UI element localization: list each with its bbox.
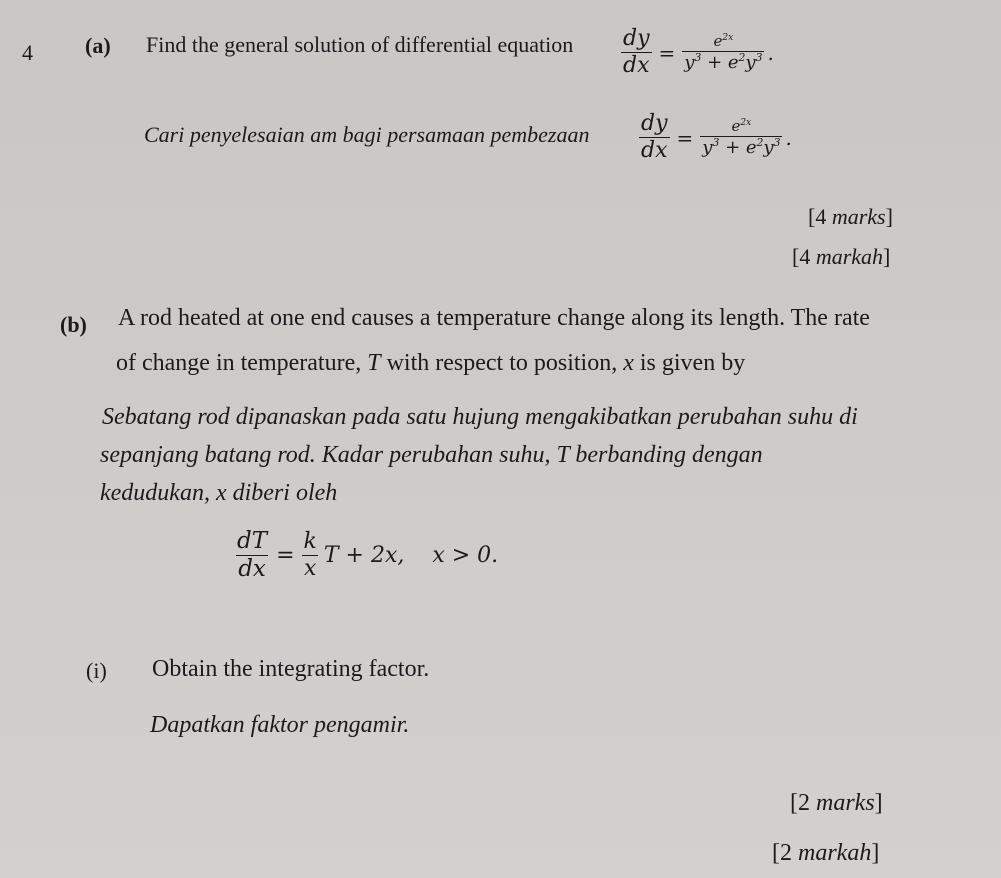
part-b-text-ms-line1: Sebatang rod dipanaskan pada satu hujung mengakibatkan perubahan suhu di <box>102 404 858 430</box>
part-b-text-ms-line3: kedudukan, x diberi oleh <box>100 480 338 506</box>
part-b-i-marks-en: [2 marks] <box>790 790 883 816</box>
part-a-equation-ms: $\frac{dy}{dx}$ = $\frac{e^{2x}}{y^3 + e^2y^3}$ . <box>641 111 792 163</box>
part-a-label: (a) <box>85 33 111 58</box>
part-b-i-text-en: Obtain the integrating factor. <box>152 656 430 682</box>
part-b-label: (b) <box>60 312 87 337</box>
part-b-text-ms-line2: sepanjang batang rod. Kadar perubahan suhu, T berbanding dengan <box>100 442 763 468</box>
rhs-fraction: $\frac{e^{2x}}{y^3 + e^2y^3}$ <box>684 31 763 73</box>
part-a-text-ms: Cari penyelesaian am bagi persamaan pembezaan <box>144 122 590 147</box>
part-b-i-label: (i) <box>86 658 107 683</box>
part-b-text-en-line2: of change in temperature, T with respect to position, x is given by <box>116 350 746 376</box>
dydx-fraction: $\frac{dy}{dx}$ <box>623 26 650 78</box>
dTdx-fraction: $\frac{dT}{dx}$ <box>237 528 268 582</box>
part-b-i-text-ms: Dapatkan faktor pengamir. <box>150 712 410 738</box>
part-a-marks-ms: [4 markah] <box>792 244 891 269</box>
part-b-i-marks-ms: [2 markah] <box>772 840 880 866</box>
part-b-equation: $\frac{dT}{dx}$ = $\frac{k}{x}$ T + 2x, x > 0. <box>237 528 499 582</box>
k-over-x-fraction: $\frac{k}{x}$ <box>303 529 317 581</box>
part-a-equation-en: $\frac{dy}{dx}$ = $\frac{e^{2x}}{y^3 + e^2y^3}$ . <box>623 26 774 78</box>
part-a-marks-en: [4 marks] <box>808 204 893 229</box>
part-b-text-en-line1: A rod heated at one end causes a temperature change along its length. The rate <box>118 305 870 331</box>
part-a-text-en: Find the general solution of differential equation <box>146 32 574 57</box>
question-number: 4 <box>22 40 33 65</box>
